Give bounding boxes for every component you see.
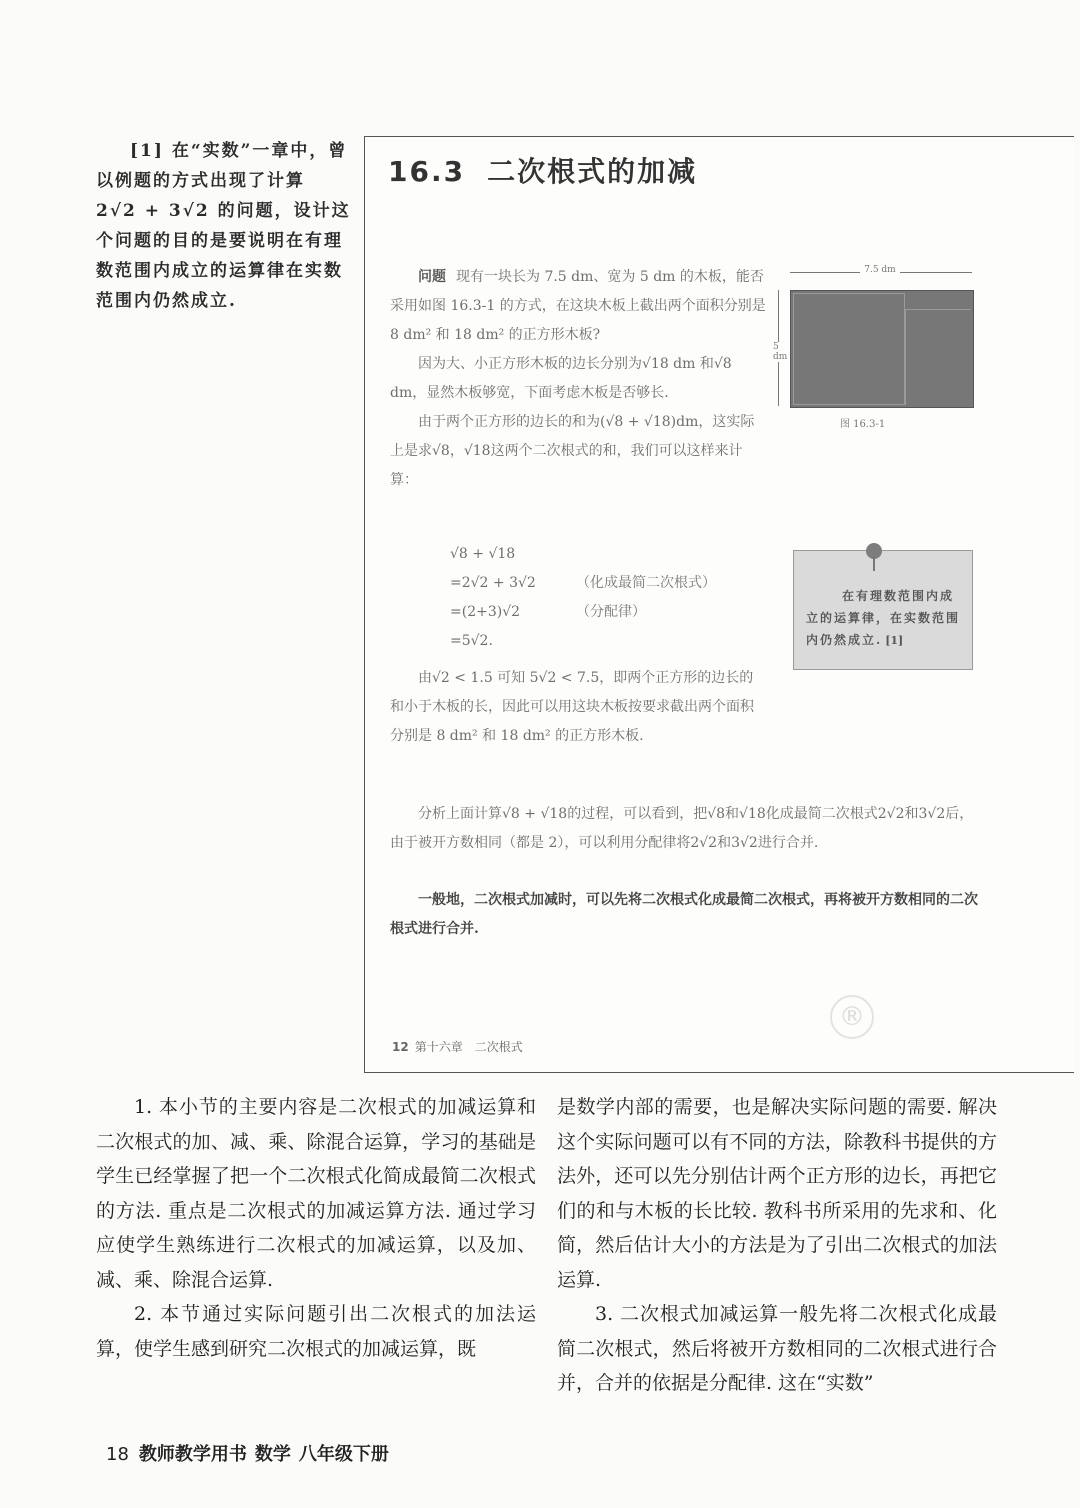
wood-board xyxy=(790,290,974,408)
calc-step: =5√2. xyxy=(450,633,493,649)
problem-block xyxy=(390,263,766,495)
textbook-page-footer xyxy=(392,1038,523,1055)
height-dimension: 5 dm xyxy=(778,290,779,406)
book-title: 教师教学用书 xyxy=(138,1444,247,1465)
calculation-steps xyxy=(450,540,770,656)
textbook-chapter: 第十六章 xyxy=(414,1040,463,1054)
rule-block xyxy=(390,886,980,944)
section-title-text: 二次根式的加减 xyxy=(487,155,698,188)
conclusion-paragraph: 由√2 < 1.5 可知 5√2 < 7.5，即两个正方形的边长的和小于木板的长，因此可以用这块木板按要求截出两个面积分别是 8 dm² 和 18 dm² 的正方形木板. xyxy=(390,670,754,744)
conclusion-block xyxy=(390,664,766,751)
calc-step: √8 + √18 xyxy=(450,546,516,562)
calc-step: =(2+3)√2 （分配律） xyxy=(450,604,646,620)
margin-note-text: [1] 在“实数”一章中，曾以例题的方式出现了计算 2√2 + 3√2 的问题，设计这个问题的目的是要说明在有理数范围内成立的运算律在实数范围内仍然成立. xyxy=(96,141,351,311)
rule-paragraph: 一般地，二次根式加减时，可以先将二次根式化成最简二次根式，再将被开方数相同的二次根式进行合并. xyxy=(390,892,978,937)
problem-paragraph-1: 问题 现有一块长为 7.5 dm、宽为 5 dm 的木板，能否采用如图 16.3-1 的方式，在这块木板上截出两个面积分别是 8 dm² 和 18 dm² 的正方形木板? xyxy=(390,269,766,343)
problem-keyword: 问题 xyxy=(418,269,446,285)
sticky-note-ref: [1] xyxy=(885,634,904,647)
commentary-paragraph-2-cont: 是数学内部的需要，也是解决实际问题的需要. 解决这个实际问题可以有不同的方法，除教科书提供的方法外，还可以先分别估计两个正方形的边长，再把它们的和与木板的长比较. 教科书所采用的先求和、化简，然后估计大小的方法是为了引出二次根式的加法运算. xyxy=(557,1096,997,1291)
commentary-paragraph-1: 1. 本小节的主要内容是二次根式的加减运算和二次根式的加、减、乘、除混合运算，学习的基础是学生已经掌握了把一个二次根式化简成最简二次根式的方法. 重点是二次根式的加减运算方法. 通过学习应使学生熟练进行二次根式的加减运算，以及加、减、乘、除混合运算. xyxy=(96,1096,536,1291)
commentary-left-column xyxy=(96,1090,536,1366)
large-square xyxy=(793,293,905,405)
calc-step: =2√2 + 3√2 （化成最简二次根式） xyxy=(450,575,716,591)
textbook-subject: 二次根式 xyxy=(474,1040,523,1054)
commentary-right-column xyxy=(557,1090,997,1401)
pushpin-icon xyxy=(866,543,882,559)
sticky-note-text: 在有理数范围内成立的运算律，在实数范围内仍然成立. [1] xyxy=(806,589,961,647)
figure-16-3-1 xyxy=(773,265,980,430)
commentary-paragraph-2: 2. 本节通过实际问题引出二次根式的加法运算，使学生感到研究二次根式的加减运算，既 xyxy=(96,1303,536,1360)
analysis-block xyxy=(390,800,980,862)
analysis-paragraph: 分析上面计算√8 + √18的过程，可以看到，把√8和√18化成最简二次根式2√2和3√2后，由于被开方数相同（都是 2），可以利用分配律将2√2和3√2进行合并. xyxy=(390,806,974,851)
figure-caption: 图 16.3-1 xyxy=(840,419,886,430)
section-number: 16.3 xyxy=(388,155,466,188)
small-square xyxy=(905,309,971,405)
section-title xyxy=(388,150,697,190)
problem-paragraph-2: 因为大、小正方形木板的边长分别为√18 dm 和√8 dm，显然木板够宽，下面考虑木板是否够长. xyxy=(390,356,732,401)
sticky-note xyxy=(793,550,973,670)
margin-note xyxy=(96,136,352,316)
book-subject: 数学 xyxy=(254,1444,291,1465)
registered-watermark: ® xyxy=(830,995,874,1039)
width-dimension: 7.5 dm xyxy=(780,265,980,279)
page-number: 18 xyxy=(106,1444,129,1465)
textbook-page-number: 12 xyxy=(392,1040,409,1054)
book-grade: 八年级下册 xyxy=(298,1444,389,1465)
page-footer xyxy=(106,1440,397,1466)
commentary-paragraph-3: 3. 二次根式加减运算一般先将二次根式化成最简二次根式，然后将被开方数相同的二次根式进行合并，合并的依据是分配律. 这在“实数” xyxy=(557,1303,997,1394)
problem-paragraph-3: 由于两个正方形的边长的和为(√8 + √18)dm，这实际上是求√8，√18这两个二次根式的和，我们可以这样来计算： xyxy=(390,414,755,488)
